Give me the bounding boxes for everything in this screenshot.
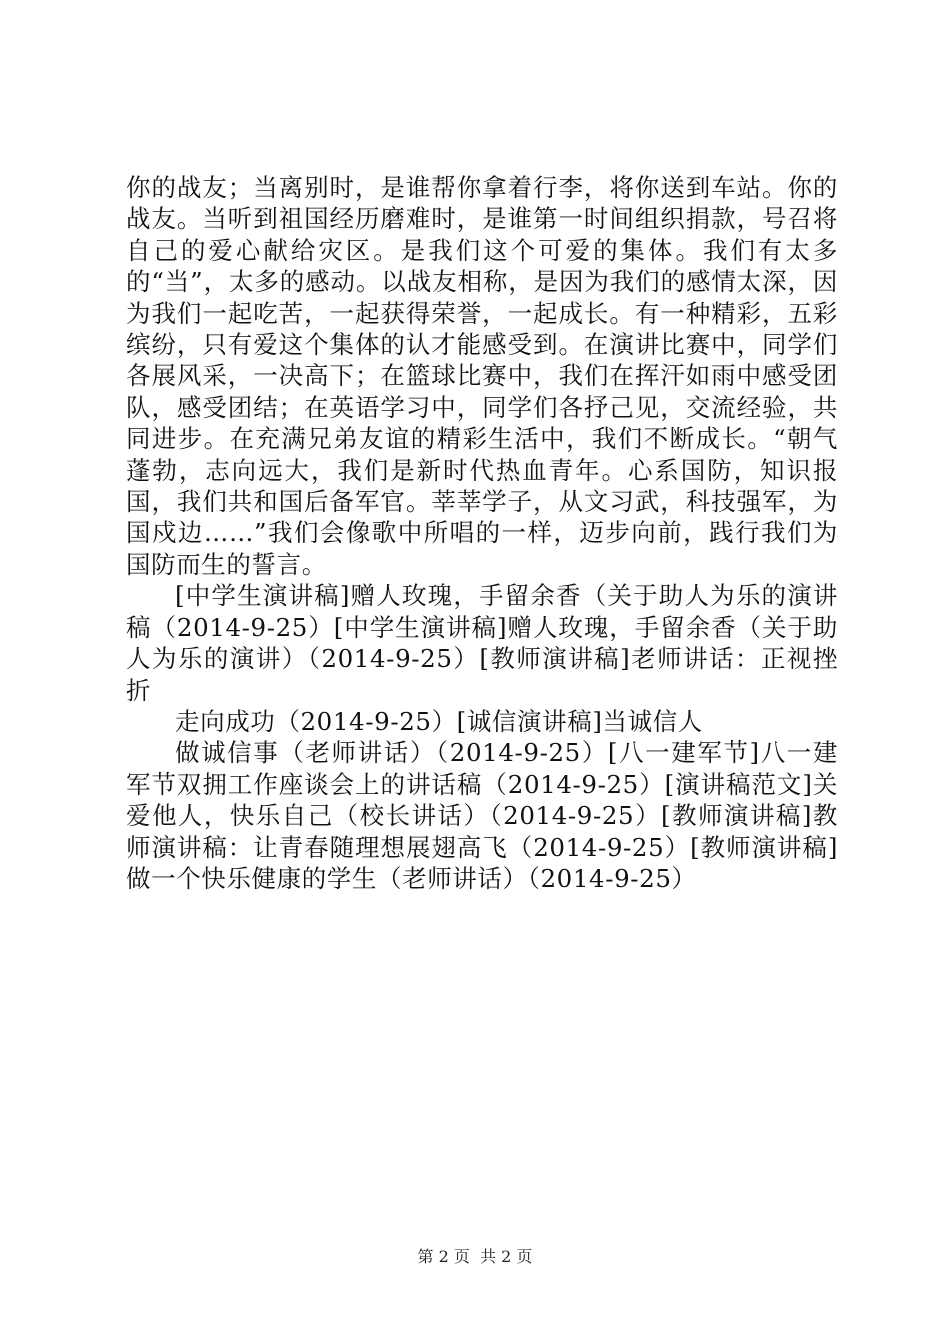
page-number: 第 2 页 共 2 页 bbox=[417, 1247, 533, 1266]
paragraph-related-links-2: 走向成功（2014-9-25）[诚信演讲稿]当诚信人 bbox=[175, 706, 703, 736]
page-footer bbox=[0, 1244, 950, 1267]
paragraph-related-links-1: [中学生演讲稿]赠人玫瑰，手留余香（关于助人为乐的演讲稿（2014-9-25）[中学生演讲稿]赠人玫瑰，手留余香（关于助人为乐的演讲）（2014-9-25）[教师演讲稿]老师讲话：正视挫折 bbox=[126, 581, 838, 705]
paragraph-related-links-3: 做诚信事（老师讲话）（2014-9-25）[八一建军节]八一建军节双拥工作座谈会上的讲话稿（2014-9-25）[演讲稿范文]关爱他人，快乐自己（校长讲话）（2014-9-25）[教师演讲稿]教师演讲稿：让青春随理想展翅高飞（2014-9-25）[教师演讲稿]做一个快乐健康的学生（老师讲话）（2014-9-25） bbox=[126, 738, 838, 893]
paragraph-speech-body: 你的战友；当离别时，是谁帮你拿着行李，将你送到车站。你的战友。当听到祖国经历磨难时，是谁第一时间组织捐款，号召将自己的爱心献给灾区。是我们这个可爱的集体。我们有太多的“当”，太多的感动。以战友相称，是因为我们的感情太深，因为我们一起吃苦，一起获得荣誉，一起成长。有一种精彩，五彩缤纷，只有爱这个集体的认才能感受到。在演讲比赛中，同学们各展风采，一决高下；在篮球比赛中，我们在挥汗如雨中感受团队，感受团结；在英语学习中，同学们各抒己见，交流经验，共同进步。在充满兄弟友谊的精彩生活中，我们不断成长。“朝气蓬勃，志向远大，我们是新时代热血青年。心系国防，知识报国，我们共和国后备军官。莘莘学子，从文习武，科技强军，为国戍边……”我们会像歌中所唱的一样，迈步向前，践行我们为国防而生的誓言。 bbox=[126, 173, 838, 579]
document-body bbox=[126, 172, 838, 894]
